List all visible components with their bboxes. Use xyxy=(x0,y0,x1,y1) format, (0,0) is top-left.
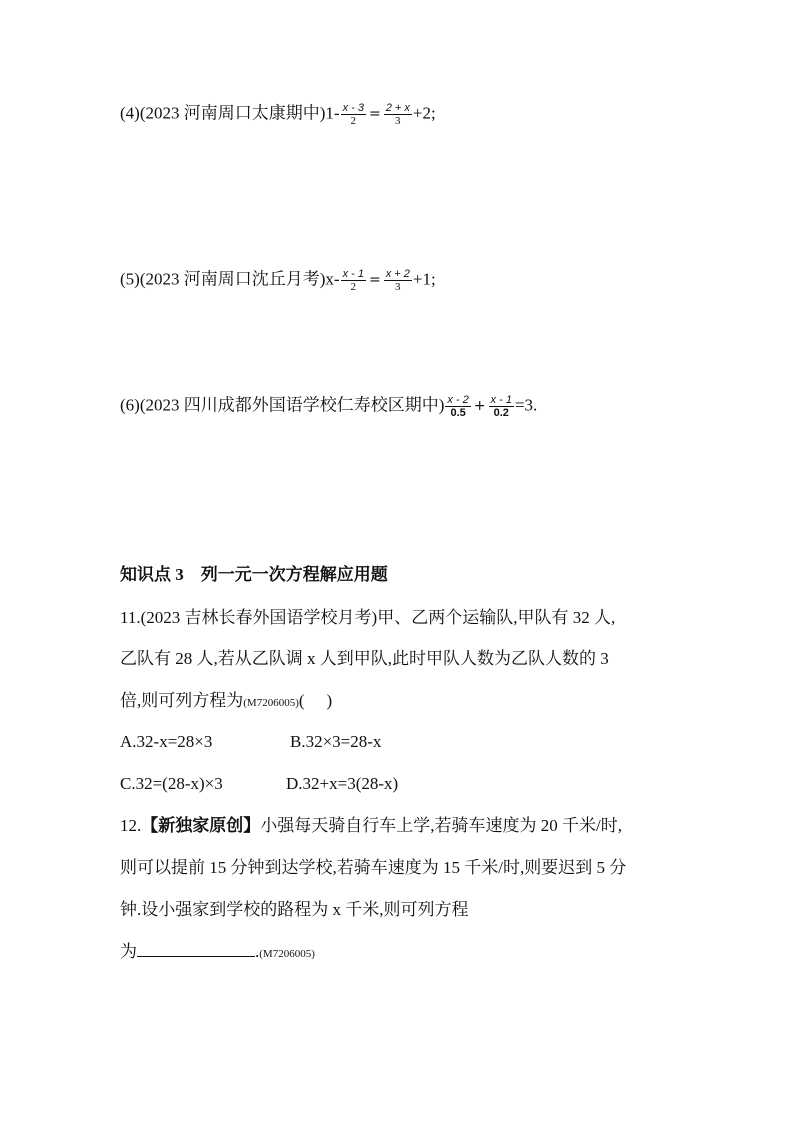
question-tag: 【新独家原创】 xyxy=(141,816,261,835)
fraction: $\frac{x - 3}{2}$ xyxy=(342,102,364,127)
option-b: B.32×3=28-x xyxy=(290,732,382,751)
equals-sign: = xyxy=(368,106,381,123)
q12-line-3: 钟.设小强家到学校的路程为 x 千米,则可列方程 xyxy=(120,900,469,919)
section-heading: 知识点 3 列一元一次方程解应用题 xyxy=(120,565,388,584)
option-d: D.32+x=3(28-x) xyxy=(286,774,399,793)
option-c: C.32=(28-x)×3 xyxy=(120,774,223,793)
question-code: (M7206005) xyxy=(259,948,315,960)
problem-5-prefix: (5)(2023 河南周口沈丘月考)x- xyxy=(120,269,340,289)
q12-line-1: 12.【新独家原创】小强每天骑自行车上学,若骑车速度为 20 千米/时, xyxy=(120,816,622,835)
q12-line-4: 为 .(M7206005) xyxy=(120,942,315,961)
q11-line-2: 乙队有 28 人,若从乙队调 x 人到甲队,此时甲队人数为乙队人数的 3 xyxy=(120,649,609,668)
equals-sign: = xyxy=(368,272,381,289)
fraction: $\frac{x - 1}{0.2}$ xyxy=(490,394,512,419)
problem-6-prefix: (6)(2023 四川成都外国语学校仁寿校区期中) xyxy=(120,395,445,415)
q11-options-row-1 xyxy=(120,731,381,753)
q11-line-3: 倍,则可列方程为(M7206005)( ) xyxy=(120,691,333,710)
problem-4-prefix: (4)(2023 河南周口太康期中)1- xyxy=(120,103,340,123)
problem-6-suffix: =3. xyxy=(514,395,538,415)
fraction: $\frac{x - 2}{0.5}$ xyxy=(447,394,469,419)
fraction: $\frac{2 + x}{3}$ xyxy=(385,102,410,127)
problem-4 xyxy=(120,102,436,127)
problem-6 xyxy=(120,394,537,419)
problem-5 xyxy=(120,268,436,293)
q11-line-1: 11.(2023 吉林长春外国语学校月考)甲、乙两个运输队,甲队有 32 人, xyxy=(120,608,616,627)
problem-5-suffix: +1; xyxy=(412,269,436,289)
question-code: (M7206005) xyxy=(243,697,299,709)
problem-4-suffix: +2; xyxy=(412,103,436,123)
q12-line-2: 则可以提前 15 分钟到达学校,若骑车速度为 15 千米/时,则要迟到 5 分 xyxy=(120,858,627,877)
answer-blank[interactable] xyxy=(137,940,255,957)
fraction: $\frac{x + 2}{3}$ xyxy=(385,268,410,293)
q11-options-row-2 xyxy=(120,773,398,795)
option-a: A.32-x=28×3 xyxy=(120,732,213,751)
fraction: $\frac{x - 1}{2}$ xyxy=(342,268,364,293)
plus-sign: + xyxy=(473,398,486,415)
